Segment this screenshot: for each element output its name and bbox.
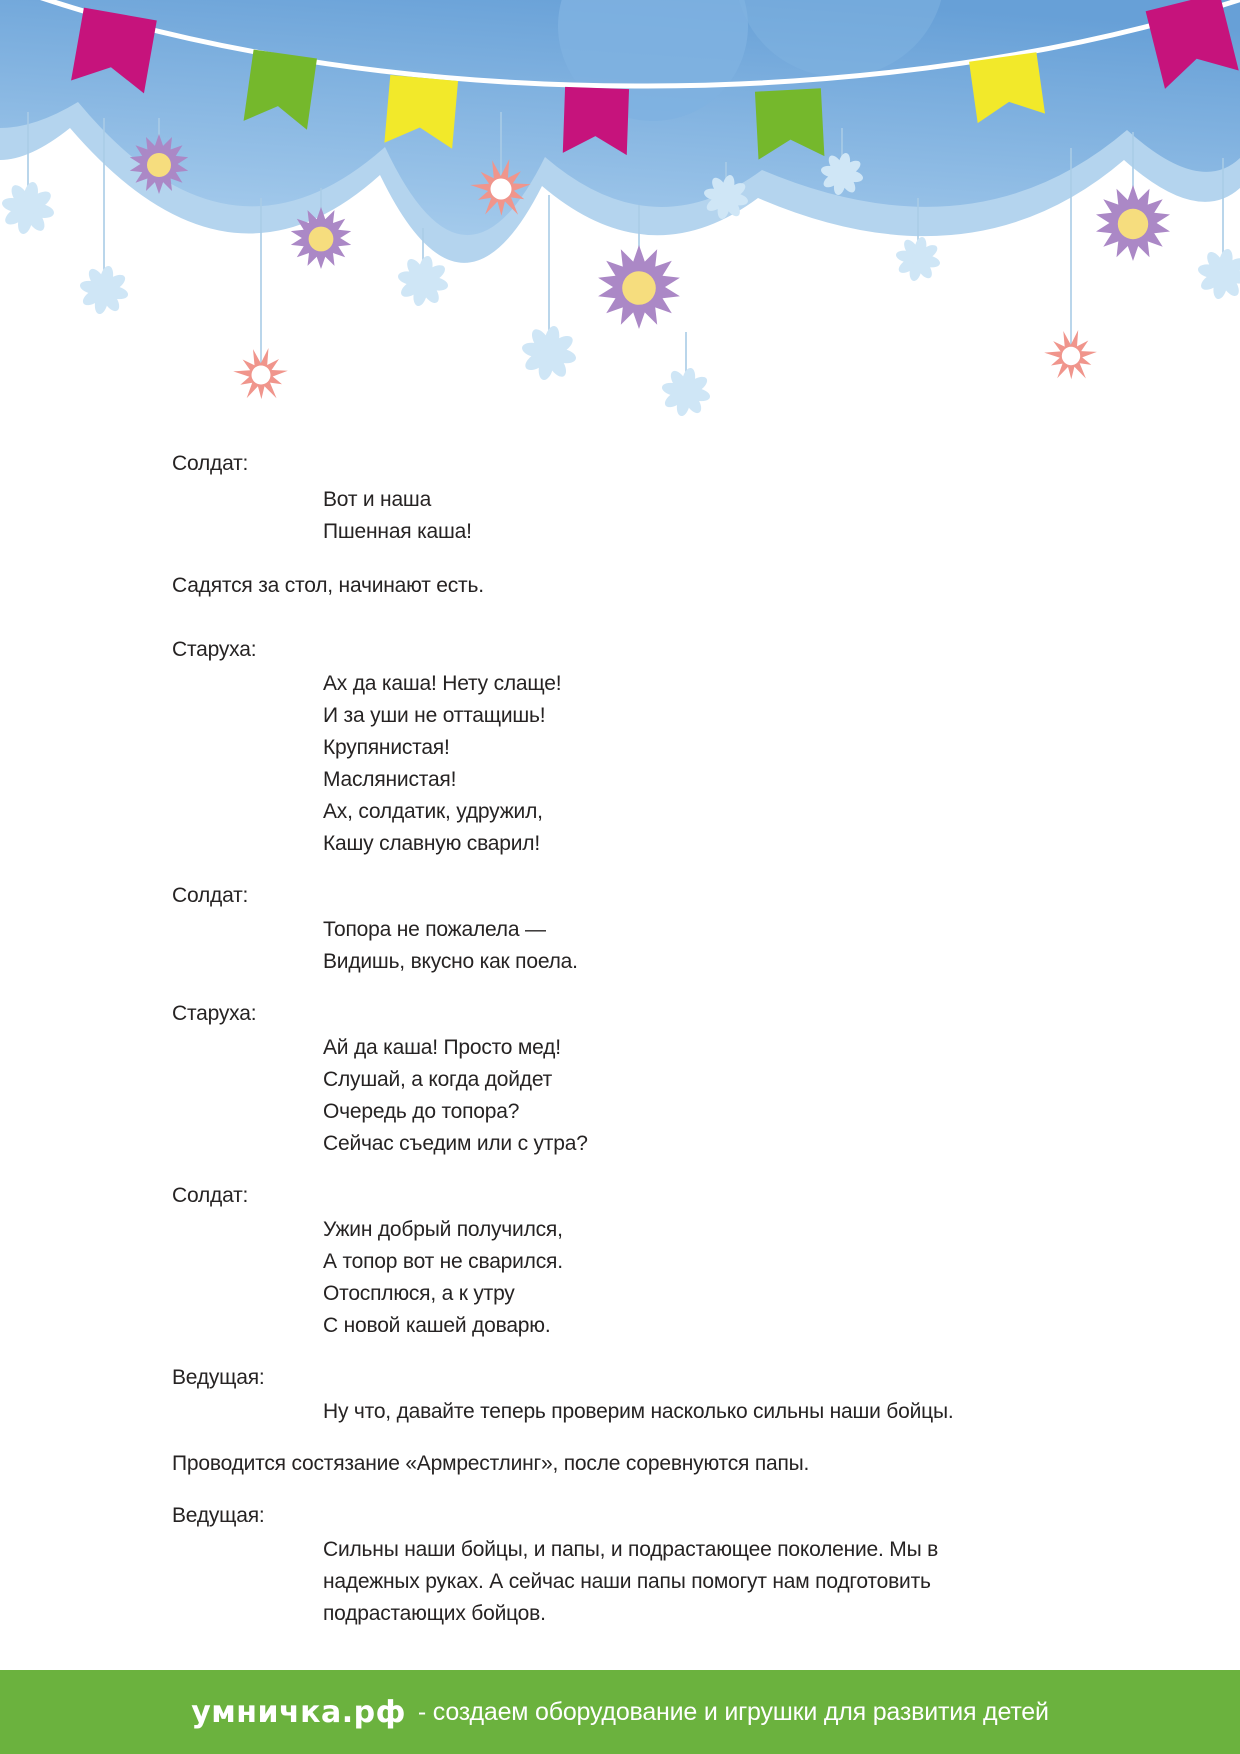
dialogue-line: Ну что, давайте теперь проверим насколько сильны наши бойцы. <box>323 1400 954 1423</box>
dialogue-line: Отосплюся, а к утру <box>323 1282 515 1305</box>
footer-tagline: - создаем оборудование и игрушки для развития детей <box>417 1697 1049 1726</box>
dialogue-line: Сильны наши бойцы, и папы, и подрастающее поколение. Мы в <box>323 1538 939 1561</box>
dialogue-line: Ай да каша! Просто мед! <box>323 1036 561 1059</box>
dialogue-line: Ах да каша! Нету слаще! <box>323 672 562 695</box>
speaker-label: Ведущая: <box>172 1366 265 1389</box>
speaker-label: Старуха: <box>172 1002 257 1025</box>
dialogue-line: Видишь, вкусно как поела. <box>323 950 578 973</box>
stage-direction: Садятся за стол, начинают есть. <box>172 574 484 597</box>
speaker-label: Солдат: <box>172 884 249 907</box>
brand-logo-text: умничка.рф <box>191 1694 406 1730</box>
dialogue-line: Кашу славную сварил! <box>323 832 540 855</box>
dialogue-line: подрастающих бойцов. <box>323 1602 546 1625</box>
dialogue-line: Ужин добрый получился, <box>323 1218 563 1241</box>
dialogue-block <box>323 1214 563 1342</box>
dialogue-line: Крупянистая! <box>323 736 450 759</box>
speaker-label: Солдат: <box>172 452 249 475</box>
dialogue-line: надежных руках. А сейчас наши папы помогут нам подготовить <box>323 1570 931 1593</box>
dialogue-block <box>323 914 578 978</box>
dialogue-line: Пшенная каша! <box>323 520 472 543</box>
dialogue-block <box>323 668 561 860</box>
speaker-label: Ведущая: <box>172 1504 265 1527</box>
dialogue-line: Очередь до топора? <box>323 1100 520 1123</box>
speaker-label: Солдат: <box>172 1184 249 1207</box>
dialogue-block <box>323 1032 588 1160</box>
dialogue-block <box>323 1396 954 1428</box>
speaker-label: Старуха: <box>172 638 257 661</box>
dialogue-line: Слушай, а когда дойдет <box>323 1068 553 1091</box>
dialogue-line: Сейчас съедим или с утра? <box>323 1132 588 1155</box>
dialogue-block <box>323 484 472 548</box>
dialogue-line: Маслянистая! <box>323 768 457 791</box>
dialogue-block <box>323 1534 938 1630</box>
stage-direction: Проводится состязание «Армрестлинг», после соревнуются папы. <box>172 1452 810 1475</box>
dialogue-line: С новой кашей доварю. <box>323 1314 551 1337</box>
dialogue-line: Ах, солдатик, удружил, <box>323 800 543 823</box>
dialogue-line: И за уши не оттащишь! <box>323 704 546 727</box>
dialogue-line: А топор вот не сварился. <box>323 1250 563 1273</box>
dialogue-line: Вот и наша <box>323 488 432 511</box>
footer-bar <box>0 1670 1240 1754</box>
dialogue-line: Топора не пожалела — <box>323 918 546 941</box>
